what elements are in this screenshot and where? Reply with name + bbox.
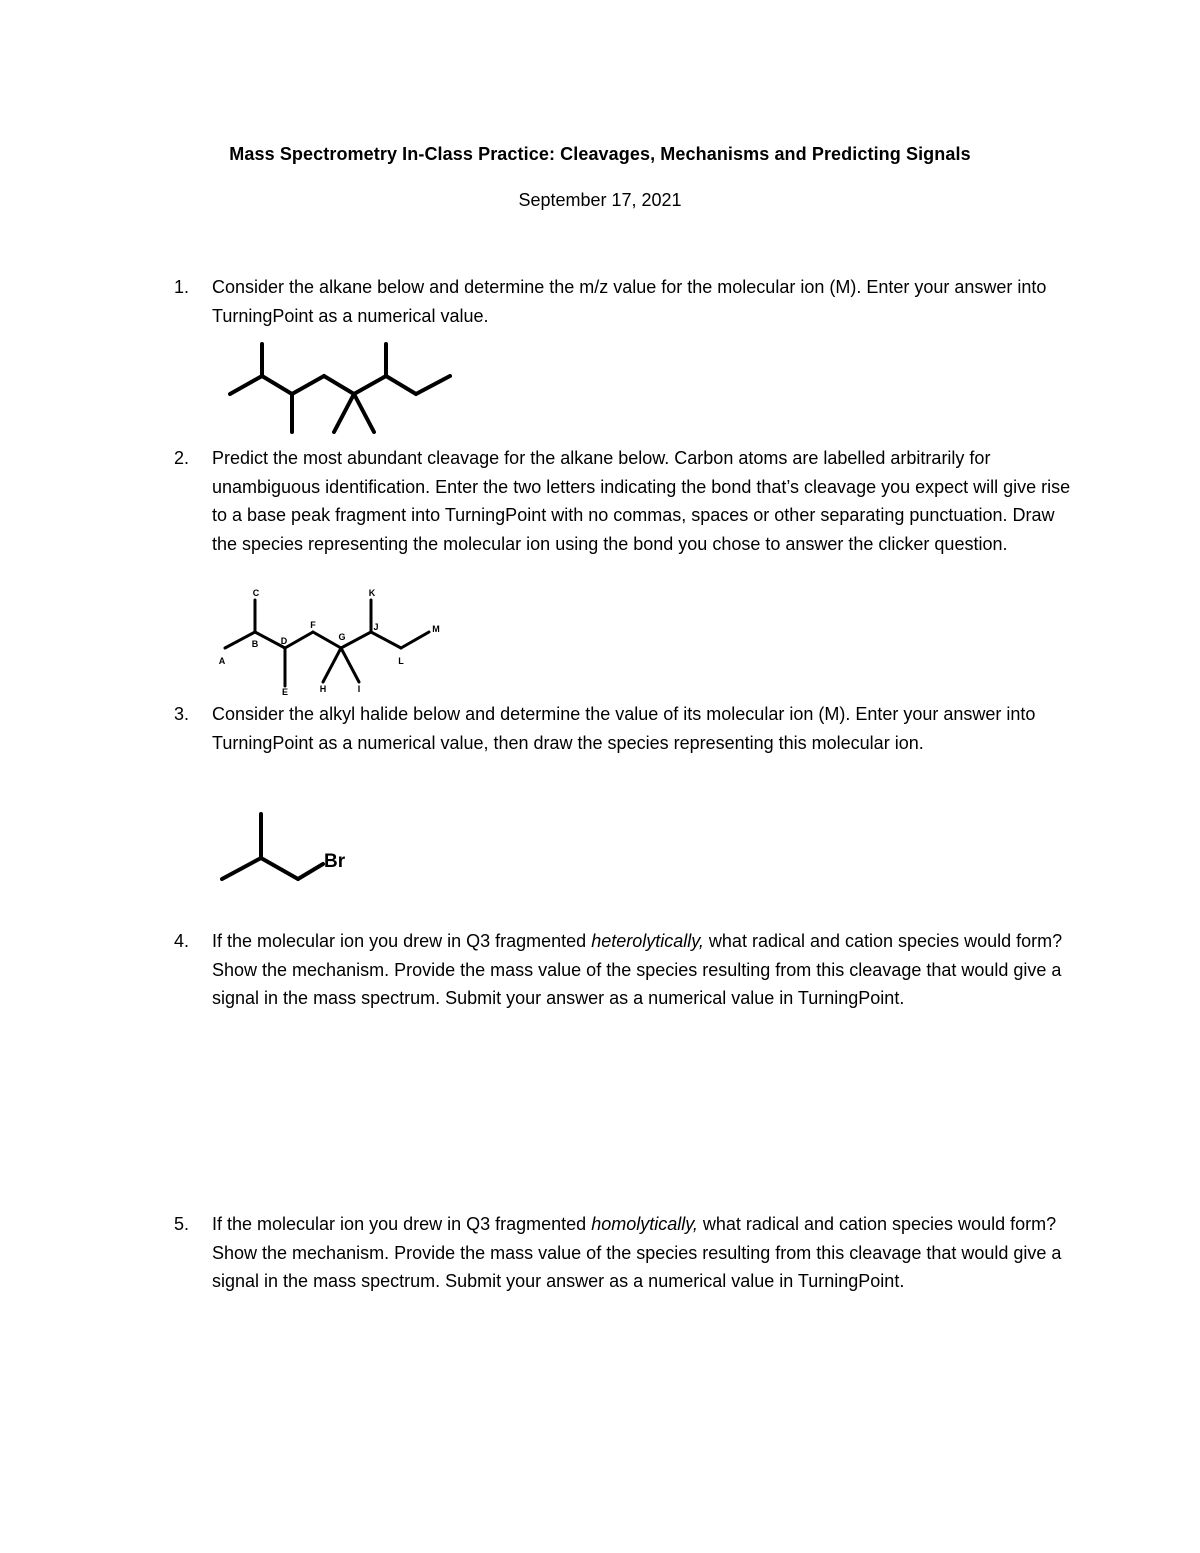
question-2 xyxy=(174,444,1074,558)
question-number: 2. xyxy=(174,448,190,468)
atom-label-e: E xyxy=(281,687,289,696)
question-3 xyxy=(174,700,1074,757)
atom-label-i: I xyxy=(357,684,361,694)
question-1 xyxy=(174,273,1074,330)
alkane-structure-q1 xyxy=(220,338,460,438)
question-number: 3. xyxy=(174,704,190,724)
emphasized-term: heterolytically, xyxy=(591,931,704,951)
page-title: Mass Spectrometry In-Class Practice: Cleavages, Mechanisms and Predicting Signals xyxy=(229,144,971,164)
atom-label-k: K xyxy=(368,588,376,598)
question-text: Consider the alkyl halide below and determine the value of its molecular ion (M). Enter your answer into TurningPoint as a numerical value, then draw the species representing this molecular ion. xyxy=(212,704,1036,753)
question-text xyxy=(212,927,1072,1013)
question-text-start: If the molecular ion you drew in Q3 fragmented xyxy=(212,1214,592,1234)
question-text xyxy=(212,1210,1072,1296)
emphasized-term: homolytically, xyxy=(591,1214,698,1234)
atom-label-l: L xyxy=(398,656,404,666)
question-5 xyxy=(174,1210,1074,1296)
labelled-alkane-structure-q2 xyxy=(215,584,455,696)
question-text-end: what radical and cation species would form? Show the mechanism. Provide the mass value of the species resulting from this cleavage that would give a signal in the mass spectrum. Submit your answer as a numerical value in TurningPoint. xyxy=(212,931,1063,1008)
atom-label-j: J xyxy=(373,622,379,632)
question-text-start: If the molecular ion you drew in Q3 fragmented xyxy=(212,931,592,951)
question-text: Consider the alkane below and determine the m/z value for the molecular ion (M). Enter your answer into TurningPoint as a numerical value. xyxy=(212,277,1047,326)
atom-label-h: H xyxy=(319,684,327,694)
atom-label-m: M xyxy=(432,624,440,634)
atom-label-a: A xyxy=(218,656,226,666)
atom-label-d: D xyxy=(280,636,288,646)
question-number: 5. xyxy=(174,1214,190,1234)
atom-label-g: G xyxy=(338,632,346,642)
question-text: Predict the most abundant cleavage for the alkane below. Carbon atoms are labelled arbitrarily for unambiguous identification. Enter the two letters indicating the bond that’s cleavage you expect will give rise to a base peak fragment into TurningPoint with no commas, spaces or other separating punctuation. Draw the species representing the molecular ion using the bond you chose to answer the clicker question. xyxy=(212,448,1071,554)
question-number: 4. xyxy=(174,931,190,951)
question-text-end: what radical and cation species would form? Show the mechanism. Provide the mass value of the species resulting from this cleavage that would give a signal in the mass spectrum. Submit your answer as a numerical value in TurningPoint. xyxy=(212,1214,1062,1291)
question-number: 1. xyxy=(174,277,190,297)
question-4 xyxy=(174,927,1074,1013)
atom-label-b: B xyxy=(251,639,259,649)
atom-label-c: C xyxy=(252,588,260,598)
alkyl-halide-structure-q3 xyxy=(215,808,365,888)
document-date: September 17, 2021 xyxy=(518,190,682,210)
bromine-label: Br xyxy=(324,851,346,872)
atom-label-f: F xyxy=(310,620,316,630)
